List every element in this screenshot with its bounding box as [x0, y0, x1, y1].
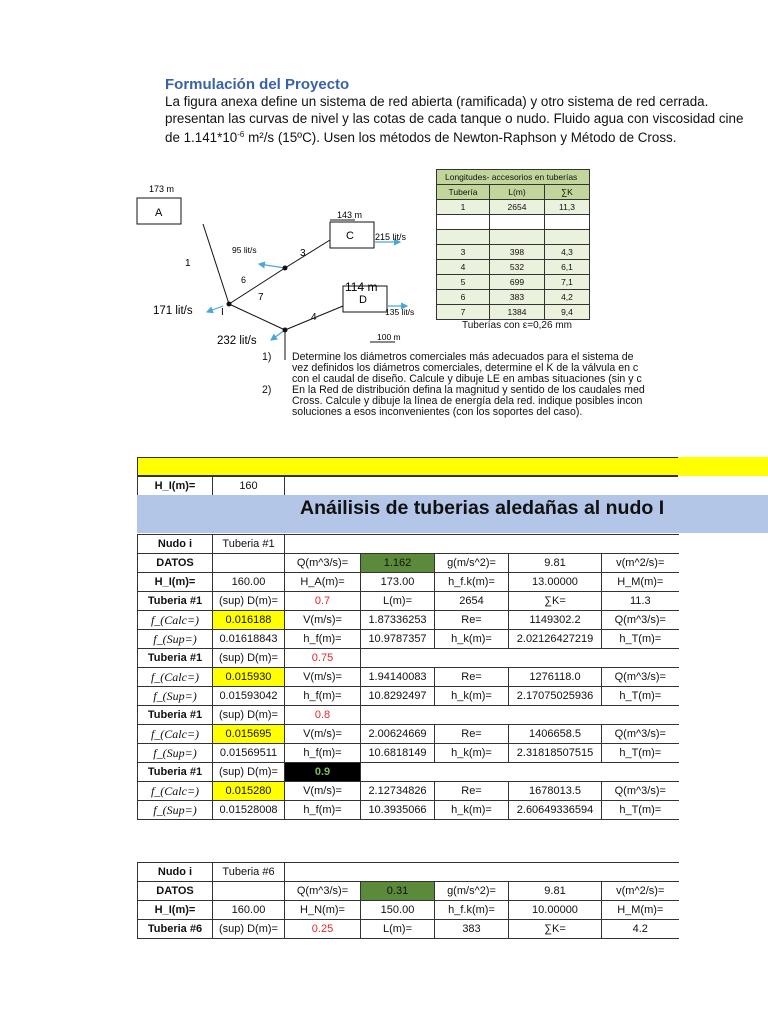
table-cell: 1384	[490, 305, 545, 320]
table-cell: 2.02126427219	[509, 630, 602, 649]
table-cell: 9,4	[545, 305, 590, 320]
table-cell: 13.00000	[509, 573, 602, 592]
table-cell: 160.00	[213, 573, 285, 592]
table-cell: Nudo i	[138, 863, 213, 882]
question-2-line-1: En la Red de distribución defina la magnitud y sentido de los caudales med	[292, 384, 645, 396]
tuberia-label: Tuberia #1	[213, 535, 285, 554]
q-value: 1.162	[361, 554, 435, 573]
table-cell: Tuberia #1	[138, 763, 213, 782]
table-cell: 4,2	[545, 290, 590, 305]
table-cell: 1.94140083	[361, 668, 435, 687]
table-cell: Tuberia #1	[138, 592, 213, 611]
table-cell	[361, 763, 679, 782]
table-cell: 5	[437, 275, 490, 290]
table-cell	[213, 554, 285, 573]
flow-232: 232 lit/s	[217, 335, 257, 347]
table-cell: 699	[490, 275, 545, 290]
table-cell: (sup) D(m)=	[213, 706, 285, 725]
table-cell: Tuberia #6	[213, 863, 285, 882]
table-cell: 1276118.0	[509, 668, 602, 687]
diameter-value: 0.75	[285, 649, 361, 668]
table-cell	[285, 477, 679, 496]
table-cell: Re=	[435, 725, 509, 744]
flow-171: 171 lit/s	[153, 305, 193, 317]
table-cell: DATOS	[138, 882, 213, 901]
table-cell	[361, 706, 679, 725]
flow-d: 135 lit/s	[385, 307, 415, 317]
table-cell: 2654	[490, 200, 545, 215]
question-1-line-3: con el caudal de diseño. Calcule y dibuje LE en ambas situaciones (sin y c	[292, 373, 642, 385]
table-cell: (sup) D(m)=	[213, 763, 285, 782]
table-cell: 4,3	[545, 245, 590, 260]
table-cell: 7,1	[545, 275, 590, 290]
nudo-label: Nudo i	[138, 535, 213, 554]
table-cell: 1149302.2	[509, 611, 602, 630]
tuberia-6-table	[137, 862, 679, 939]
table-cell	[545, 230, 590, 245]
pipe-3-label: 3	[300, 248, 306, 259]
table-cell: L(m)=	[361, 592, 435, 611]
table-cell: Q(m^3/s)=	[602, 611, 679, 630]
table-cell: 2.60649336594	[509, 801, 602, 820]
lengths-table-title: Longitudes- accesorios en tuberías	[437, 170, 590, 185]
table-cell	[490, 215, 545, 230]
table-cell: V(m/s)=	[285, 668, 361, 687]
table-cell: 173.00	[361, 573, 435, 592]
table-cell: Q(m^3/s)=	[285, 554, 361, 573]
table-cell: 4	[437, 260, 490, 275]
table-cell: 2.17075025936	[509, 687, 602, 706]
diameter-value: 0.8	[285, 706, 361, 725]
table-cell: h_f(m)=	[285, 630, 361, 649]
project-heading: Formulación del Proyecto	[165, 76, 350, 93]
tank-a-label: A	[155, 207, 163, 219]
table-cell: 1678013.5	[509, 782, 602, 801]
question-1-line-2: vez definidos los diámetros comerciales, determine el K de la válvula en c	[292, 362, 639, 374]
intro-line-1: La figura anexa define un sistema de red abierta (ramificada) y otro sistema de red cerrada.	[165, 94, 709, 109]
table-cell: f_(Calc=)	[138, 725, 213, 744]
table-cell: h_T(m)=	[602, 744, 679, 763]
col-l: L(m)	[490, 185, 545, 200]
table-cell: v(m^2/s)=	[602, 554, 679, 573]
table-cell: 10.3935066	[361, 801, 435, 820]
flow-95: 95 lit/s	[232, 245, 257, 255]
table-cell: Q(m^3/s)=	[602, 782, 679, 801]
hi-label: H_I(m)=	[138, 477, 213, 496]
network-diagram	[125, 180, 425, 360]
table-cell: f_(Sup=)	[138, 630, 213, 649]
table-cell	[437, 230, 490, 245]
table-cell	[285, 863, 679, 882]
table-cell: Q(m^3/s)=	[602, 725, 679, 744]
table-cell: Q(m^3/s)=	[285, 882, 361, 901]
table-cell: 398	[490, 245, 545, 260]
table-cell: f_(Sup=)	[138, 801, 213, 820]
table-cell: H_M(m)=	[602, 573, 679, 592]
table-cell: 0.016188	[213, 611, 285, 630]
table-cell: f_(Calc=)	[138, 611, 213, 630]
table-cell: Re=	[435, 611, 509, 630]
table-cell: 0.01569511	[213, 744, 285, 763]
table-cell: h_k(m)=	[435, 630, 509, 649]
table-cell: 10.00000	[509, 901, 602, 920]
table-cell	[490, 230, 545, 245]
question-1-line-1: Determine los diámetros comerciales más adecuados para el sistema de	[292, 351, 634, 363]
table-cell: g(m/s^2)=	[435, 554, 509, 573]
table-cell: f_(Calc=)	[138, 782, 213, 801]
table-cell: h_T(m)=	[602, 630, 679, 649]
table-cell: 4.2	[602, 920, 679, 939]
table-cell: g(m/s^2)=	[435, 882, 509, 901]
table-cell: (sup) D(m)=	[213, 920, 285, 939]
table-cell: 2.00624669	[361, 725, 435, 744]
table-cell: V(m/s)=	[285, 782, 361, 801]
cell: 1	[437, 200, 490, 215]
diameter-value: 0.7	[285, 592, 361, 611]
tank-d-label: D	[359, 294, 367, 306]
table-cell: 2654	[435, 592, 509, 611]
table-cell	[437, 215, 490, 230]
question-2-line-2: Cross. Calcule y dibuje la línea de energía dela red. indique posibles incon	[292, 395, 643, 407]
table-cell: Re=	[435, 782, 509, 801]
table-cell: v(m^2/s)=	[602, 882, 679, 901]
table-cell: 0.015280	[213, 782, 285, 801]
project-intro	[165, 94, 743, 147]
table-cell: Tuberia #1	[138, 706, 213, 725]
table-cell: H_I(m)=	[138, 573, 213, 592]
analysis-title: Anáilisis de tuberias aledañas al nudo I	[300, 497, 665, 519]
table-cell	[213, 882, 285, 901]
table-cell: 383	[435, 920, 509, 939]
table-cell: h_k(m)=	[435, 744, 509, 763]
lengths-table-caption: Tuberías con ε=0,26 mm	[462, 320, 572, 331]
tank-a-elev: 173 m	[149, 184, 175, 194]
table-cell: H_I(m)=	[138, 901, 213, 920]
table-cell	[285, 535, 679, 554]
table-cell: h_T(m)=	[602, 687, 679, 706]
pipe-1-label: 1	[185, 258, 191, 269]
table-cell: 11.3	[602, 592, 679, 611]
table-cell: h_f.k(m)=	[435, 901, 509, 920]
flow-c: 215 lit/s	[375, 232, 407, 242]
q6-value: 0.31	[361, 882, 435, 901]
table-cell: 1406658.5	[509, 725, 602, 744]
intro-line-3: de $1.141*10^{-6}$ m²/s (15ºC). Usen los métodos de Newton-Raphson y Método de Cross.	[165, 130, 677, 145]
table-cell: 9.81	[509, 882, 602, 901]
table-cell: (sup) D(m)=	[213, 649, 285, 668]
table-cell: 10.9787357	[361, 630, 435, 649]
pipe-6-label: 6	[241, 275, 247, 285]
table-cell: 6	[437, 290, 490, 305]
table-cell: H_A(m)=	[285, 573, 361, 592]
table-cell: 532	[490, 260, 545, 275]
lengths-table	[436, 169, 590, 320]
table-cell: h_k(m)=	[435, 801, 509, 820]
table-cell: Q(m^3/s)=	[602, 668, 679, 687]
pipe-4-label: 4	[311, 312, 317, 323]
table-cell: 7	[437, 305, 490, 320]
tank-d-elev: 114 m	[345, 280, 378, 294]
table-cell: ∑K=	[509, 920, 602, 939]
table-cell: h_f(m)=	[285, 801, 361, 820]
tank-c-elev: 143 m	[337, 210, 363, 220]
tank-c-label: C	[346, 230, 354, 242]
intro-line-2: presentan las curvas de nivel y las cotas de cada tanque o nudo. Fluido agua con viscosidad cine	[165, 110, 744, 126]
pipe-7-label: 7	[258, 292, 264, 303]
table-cell: 2.12734826	[361, 782, 435, 801]
table-cell: 2.31818507515	[509, 744, 602, 763]
table-cell: f_(Calc=)	[138, 668, 213, 687]
elev-100: 100 m	[377, 332, 401, 342]
table-cell: h_f(m)=	[285, 687, 361, 706]
table-cell: h_f(m)=	[285, 744, 361, 763]
table-cell: Tuberia #6	[138, 920, 213, 939]
table-cell: 0.01618843	[213, 630, 285, 649]
question-2-line-3: soluciones a esos inconvenientes (con los soportes del caso).	[292, 406, 583, 418]
table-cell: 11,3	[545, 200, 590, 215]
table-cell: H_M(m)=	[602, 901, 679, 920]
table-cell	[545, 215, 590, 230]
table-cell: 160.00	[213, 901, 285, 920]
table-cell: 3	[437, 245, 490, 260]
table-cell: 0.01593042	[213, 687, 285, 706]
table-cell: h_k(m)=	[435, 687, 509, 706]
table-cell: 9.81	[509, 554, 602, 573]
table-cell: ∑K=	[509, 592, 602, 611]
hi-value: 160	[213, 477, 285, 496]
table-cell: 6,1	[545, 260, 590, 275]
table-cell: Re=	[435, 668, 509, 687]
table-cell: DATOS	[138, 554, 213, 573]
table-cell: H_N(m)=	[285, 901, 361, 920]
table-cell: 0.015930	[213, 668, 285, 687]
table-cell: 150.00	[361, 901, 435, 920]
table-cell	[361, 649, 679, 668]
node-i-label: I	[221, 307, 224, 318]
tuberia-1-table	[137, 534, 679, 820]
table-cell: V(m/s)=	[285, 725, 361, 744]
table-cell: V(m/s)=	[285, 611, 361, 630]
col-k: ∑K	[545, 185, 590, 200]
table-cell: 0.25	[285, 920, 361, 939]
questions: 1) Determine los diámetros comerciales más adecuados para el sistema de vez definidos los diámetros comerciales, determine el K de la válvula en c con el caudal de diseño. Calcule y dibuje LE en ambas situaciones (sin y c 2) En la Red de distribución defina la magnitud y sentido de los caudales med Cross. Calcule y dibuje la línea de energía dela red. indique posibles incon soluciones a esos inconvenientes (con los soportes del caso).	[262, 351, 645, 418]
table-cell: 383	[490, 290, 545, 305]
table-cell: (sup) D(m)=	[213, 592, 285, 611]
table-cell: 10.8292497	[361, 687, 435, 706]
table-cell: 0.015695	[213, 725, 285, 744]
table-cell: 0.01528008	[213, 801, 285, 820]
diameter-value-selected: 0.9	[285, 763, 361, 782]
col-tuberia: Tubería	[437, 185, 490, 200]
table-cell: f_(Sup=)	[138, 744, 213, 763]
table-cell: L(m)=	[361, 920, 435, 939]
table-cell: 1.87336253	[361, 611, 435, 630]
hi-row	[137, 476, 678, 496]
table-cell: Tuberia #1	[138, 649, 213, 668]
table-cell: f_(Sup=)	[138, 687, 213, 706]
table-cell: h_T(m)=	[602, 801, 679, 820]
table-cell: 10.6818149	[361, 744, 435, 763]
table-cell: h_f.k(m)=	[435, 573, 509, 592]
